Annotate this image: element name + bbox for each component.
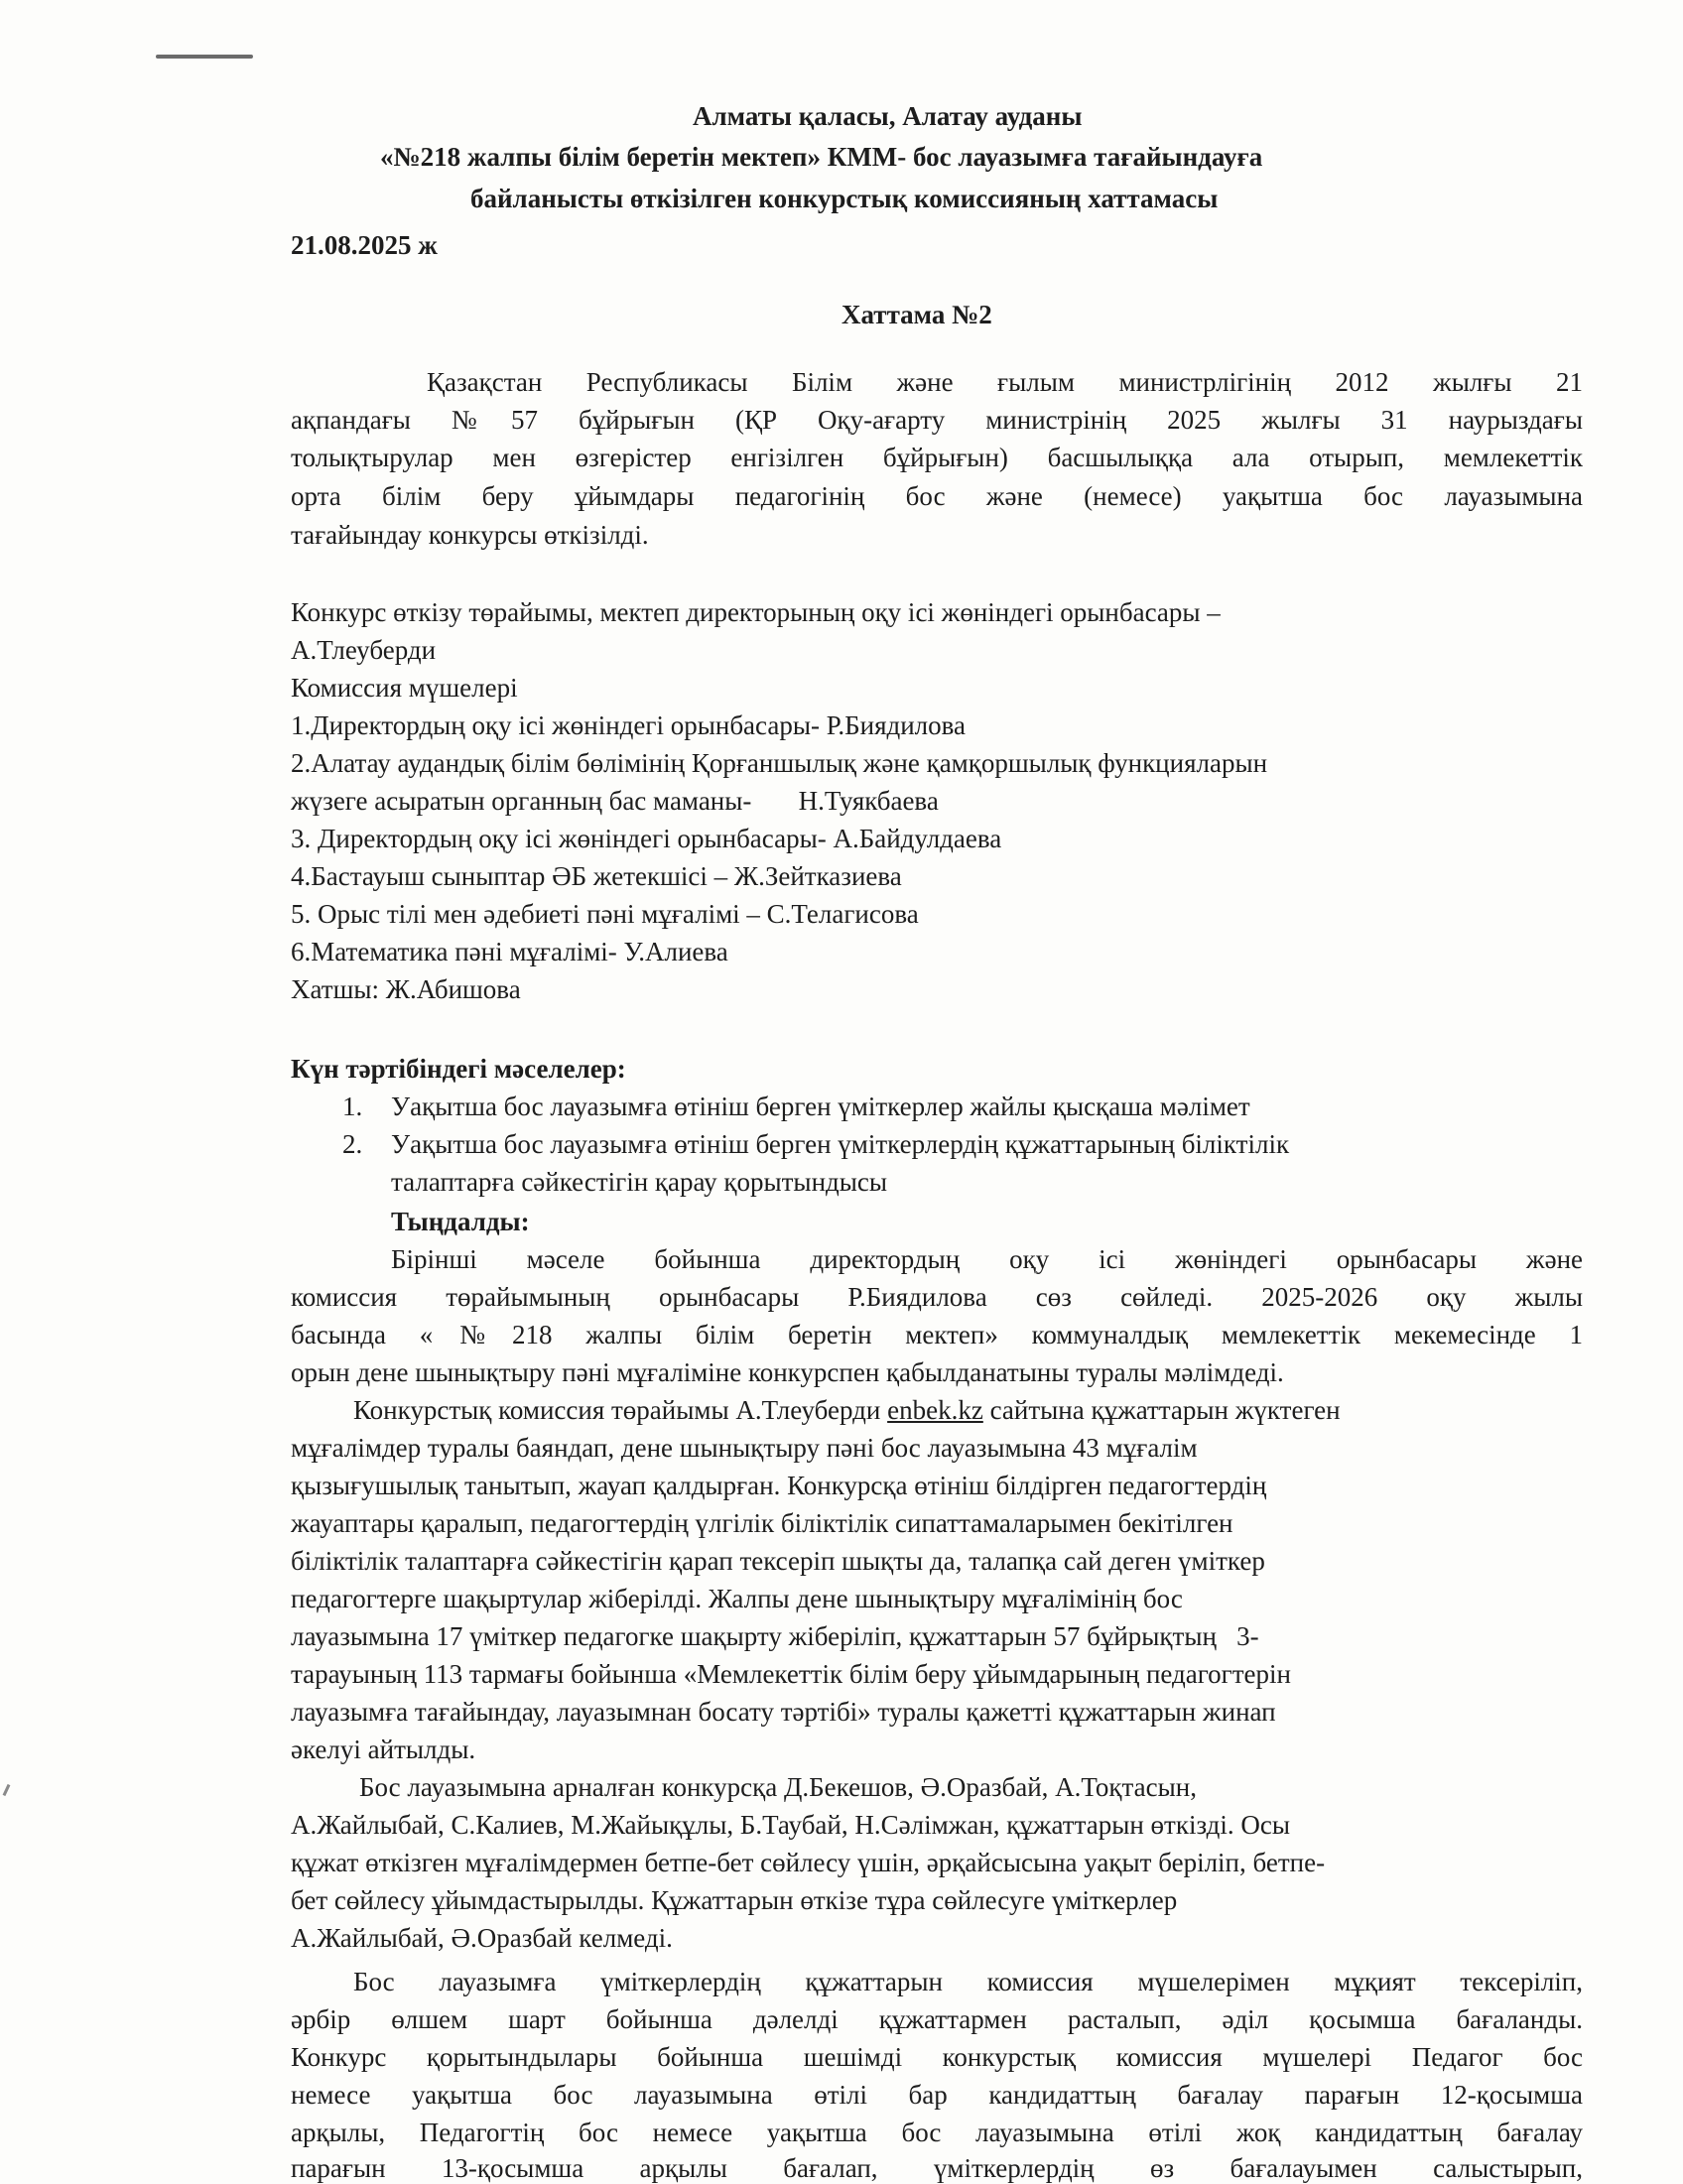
p3-line-3: құжат өткізген мұғалімдермен бетпе-бет сөйлесу үшін, әрқайсысына уақыт беріліп, бетпе- (291, 1848, 1326, 1877)
p2-line-5: біліктілік талаптарға сәйкестігін қарап тексеріп шықты да, талапқа сай деген үміткер (291, 1546, 1265, 1576)
p2-line-1 (353, 1395, 1341, 1426)
commission-member-2-line-1: 2.Алатау аудандық білім бөлімінің Қорғаншылық және қамқоршылық функцияларын (291, 748, 1268, 778)
agenda-item-2-line-2: талаптарға сәйкестігін қарау қорытындысы (391, 1167, 888, 1197)
intro-line-2: ақпандағы №57 бұйрығын (ҚР Оқу-ағарту министрінің 2025 жылғы 31 наурыздағы (291, 405, 1583, 435)
agenda-item-2-text: Уақытша бос лауазымға өтініш берген үміткерлердің құжаттарының біліктілік (391, 1129, 1290, 1159)
p3-line-1: Бос лауазымына арналған конкурсқа Д.Бекешов, Ә.Оразбай, А.Тоқтасын, (359, 1772, 1197, 1802)
p1-line-3: басында «№218 жалпы білім беретін мектеп» коммуналдық мемлекеттік мекемесінде 1 (291, 1320, 1583, 1349)
document-date: 21.08.2025 ж (291, 230, 438, 260)
commission-member-1: 1.Директордың оқу ісі жөніндегі орынбасары- Р.Биядилова (291, 710, 967, 740)
p1-line-4: орын дене шынықтыру пәні мұғаліміне конкурспен қабылданатыны туралы мәлімдеді. (291, 1357, 1284, 1387)
agenda-item-1-number: 1. (342, 1092, 363, 1121)
commission-member-2-line-2: жүзеге асыратын органның бас маманы- Н.Туякбаева (291, 786, 939, 816)
p2-line-9: лауазымға тағайындау, лауазымнан босату тәртібі» туралы қажетті құжаттарын жинап (291, 1697, 1276, 1727)
p4-line-6: парағын 13-қосымша арқылы бағалап, үміткерлердің өз бағалауымен салыстырып, (291, 2153, 1583, 2183)
p4-line-1: Бос лауазымға үміткерлердің құжаттарын комиссия мүшелерімен мұқият тексеріліп, (353, 1967, 1583, 1996)
p3-line-4: бет сөйлесу ұйымдастырылды. Құжаттарын өткізе тұра сөйлесуге үміткерлер (291, 1885, 1178, 1915)
commission-member-6: 6.Математика пәні мұғалімі- У.Алиева (291, 937, 728, 966)
agenda-item-2-number: 2. (342, 1129, 363, 1159)
intro-line-4: орта білім беру ұйымдары педагогінің бос және (немесе) уақытша бос лауазымына (291, 481, 1583, 511)
agenda-item-1 (342, 1092, 1250, 1122)
p3-line-5: А.Жайлыбай, Ә.Оразбай келмеді. (291, 1923, 673, 1953)
agenda-item-2 (342, 1129, 1289, 1160)
p2-line-2: мұғалімдер туралы баяндап, дене шынықтыру пәні бос лауазымына 43 мұғалім (291, 1433, 1198, 1463)
commission-member-3: 3. Директордың оқу ісі жөніндегі орынбасары- А.Байдулдаева (291, 824, 1002, 853)
p2-line-10: әкелуі айтылды. (291, 1734, 476, 1764)
agenda-item-1-text: Уақытша бос лауазымға өтініш берген үміткерлер жайлы қысқаша мәлімет (391, 1092, 1250, 1121)
commission-chair-line-1: Конкурс өткізу төрайымы, мектеп директорының оқу ісі жөніндегі орынбасары – (291, 597, 1221, 627)
commission-chair-line-2: А.Тлеуберди (291, 635, 437, 665)
p2-line-8: тарауының 113 тармағы бойынша «Мемлекеттік білім беру ұйымдарының педагогтерін (291, 1659, 1291, 1689)
p4-line-4: немесе уақытша бос лауазымына өтілі бар кандидаттың бағалау парағын 12-қосымша (291, 2080, 1583, 2110)
commission-members-heading: Комиссия мүшелері (291, 673, 518, 703)
header-school-name: «№218 жалпы білім беретін мектеп» КММ- бос лауазымға тағайындауға (380, 142, 1263, 172)
header-city-district: Алматы қаласы, Алатау ауданы (693, 101, 1083, 131)
commission-member-4: 4.Бастауыш сыныптар ӘБ жетекшісі – Ж.Зейтказиева (291, 861, 902, 891)
p2-line-4: жауаптары қаралып, педагогтердің үлгілік біліктілік сипаттамаларымен бекітілген (291, 1508, 1233, 1538)
p1-line-2: комиссия төрайымының орынбасары Р.Биядилова сөз сөйледі. 2025-2026 оқу жылы (291, 1282, 1583, 1312)
p3-line-2: А.Жайлыбай, С.Калиев, М.Жайықұлы, Б.Таубай, Н.Сәлімжан, құжаттарын өткізді. Осы (291, 1810, 1291, 1840)
heard-heading: Тыңдалды: (391, 1207, 530, 1236)
protocol-title: Хаттама №2 (842, 300, 992, 329)
agenda-heading: Күн тәртібіндегі мәселелер: (291, 1054, 626, 1084)
p4-line-3: Конкурс қорытындылары бойынша шешімді конкурстық комиссия мүшелері Педагог бос (291, 2042, 1583, 2072)
intro-line-3: толықтырулар мен өзгерістер енгізілген бұйрығын) басшылыққа ала отырып, мемлекеттік (291, 443, 1583, 472)
commission-secretary: Хатшы: Ж.Абишова (291, 974, 521, 1004)
intro-line-5: тағайындау конкурсы өткізілді. (291, 520, 649, 550)
p2-line-1-start: Конкурстық комиссия төрайымы А.Тлеуберди (353, 1395, 888, 1425)
enbek-link[interactable]: enbek.kz (887, 1395, 983, 1425)
header-protocol-subject: байланысты өткізілген конкурстық комиссияның хаттамасы (470, 184, 1219, 213)
p4-line-2: әрбір өлшем шарт бойынша дәлелді құжаттармен расталып, әділ қосымша бағаланды. (291, 2004, 1583, 2034)
p2-line-1-end: сайтына құжаттарын жүктеген (982, 1395, 1341, 1425)
intro-line-1: Қазақстан Республикасы Білім және ғылым министрлігінің 2012 жылғы 21 (427, 367, 1583, 397)
p2-line-6: педагогтерге шақыртулар жіберілді. Жалпы дене шынықтыру мұғалімінің бос (291, 1584, 1183, 1613)
p4-line-5: арқылы, Педагогтің бос немесе уақытша бос лауазымына өтілі жоқ кандидаттың бағалау (291, 2118, 1583, 2147)
p2-line-3: қызығушылық танытып, жауап қалдырған. Конкурсқа өтініш білдірген педагогтердің (291, 1471, 1267, 1500)
commission-member-5: 5. Орыс тілі мен әдебиеті пәні мұғалімі – С.Телагисова (291, 899, 919, 929)
p1-line-1: Бірінші мәселе бойынша директордың оқу ісі жөніндегі орынбасары және (391, 1244, 1583, 1274)
p2-line-7: лауазымына 17 үміткер педагогке шақырту жіберіліп, құжаттарын 57 бұйрықтың 3- (291, 1621, 1259, 1651)
